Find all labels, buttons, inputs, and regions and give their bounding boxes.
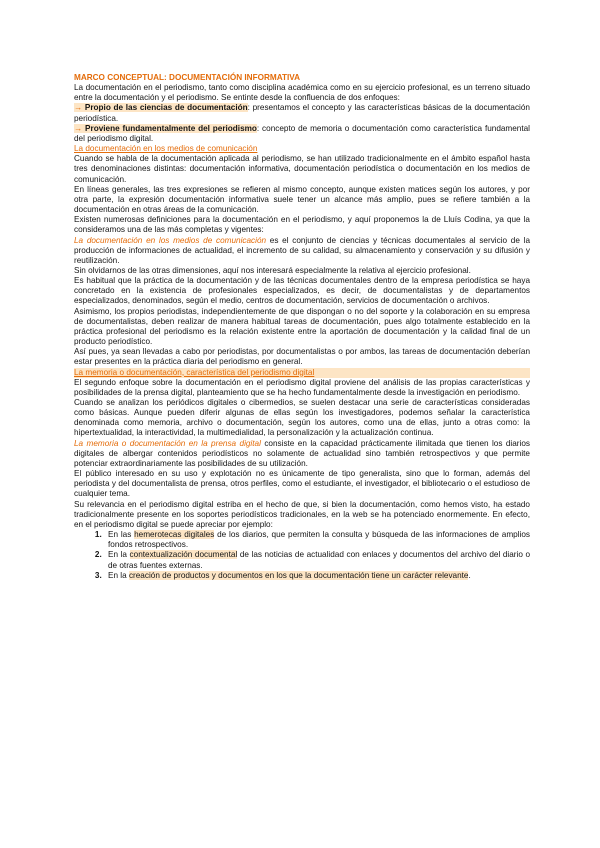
approach-journalism — [74, 124, 530, 144]
section-heading-memory: La memoria o documentación, característica del periodismo digital — [74, 368, 530, 378]
approach-documentation-text: : presentamos el concepto y las características básicas de la documentación periodística. — [74, 103, 530, 123]
list-item-highlight: hemerotecas digitales — [134, 530, 215, 540]
approach-documentation — [74, 103, 530, 123]
paragraph: Cuando se habla de la documentación aplicada al periodismo, se han utilizado tradicionalmente en el ámbito español hasta tres denominaciones distintas: documentación informativa, documentación periodística o documentación en los medios de comunicación. — [74, 154, 530, 184]
list-item — [104, 550, 530, 570]
examples-list — [74, 530, 530, 581]
list-item-lead: En la — [108, 550, 130, 560]
definition-term: La documentación en los medios de comunicación — [74, 235, 267, 245]
paragraph: Asimismo, los propios periodistas, independientemente de que dispongan o no del soporte y la colaboración en su empresa de documentalistas, deben realizar de manera habitual tareas de documentación, pues algo totalmente establecido en la práctica profesional del periodismo es la relación existente entre la aportación de documentación y la calidad final de un producto periodístico. — [74, 306, 530, 347]
definition-term: La memoria o documentación en la prensa digital — [74, 438, 261, 448]
paragraph: Cuando se analizan los periódicos digitales o cibermedios, se suelen destacar una serie de características consideradas como básicas. Aunque pueden diferir algunas de ellas según los investigadores, podemos señalar la característica denominada como memoria, archivo o documentación, según los autores, como una de ellas, junto a otras como: la hipertextualidad, la interactividad, la multimedialidad, la personalización y la actualización continua. — [74, 398, 530, 438]
paragraph: El segundo enfoque sobre la documentación en el periodismo digital proviene del análisis de las propias características y posibilidades de la prensa digital, planteamiento que se ha hecho fundamentalmente desde la investigación en periodismo. — [74, 377, 530, 397]
list-item — [104, 571, 530, 581]
paragraph: Sin olvidarnos de las otras dimensiones, aquí nos interesará especialmente la relativa al ejercicio profesional. — [74, 265, 471, 275]
list-item — [104, 530, 530, 550]
arrow-icon: → — [74, 123, 86, 133]
paragraph: Existen numerosas definiciones para la documentación en el periodismo, y aquí proponemos la de Lluís Codina, ya que la consideramos una de las más completas y vigentes: — [74, 215, 530, 235]
arrow-icon: → — [74, 103, 85, 113]
list-item-lead: En las — [108, 530, 135, 540]
definition-text: es el conjunto de ciencias y técnicas documentales al servicio de la producción de informaciones de actualidad, el incremento de su calidad, su almacenamiento y conservación y su difusión y reutilización. — [74, 235, 531, 265]
approach-journalism-label: Proviene fundamentalmente del periodismo — [85, 123, 257, 133]
intro-paragraph: La documentación en el periodismo, tanto como disciplina académica como en su ejercicio profesional, es un terreno situado entre la documentación y el periodismo. Se entinte desde la confluencia de dos enfoques: — [74, 83, 530, 103]
definition-paragraph — [74, 439, 530, 469]
list-item-text: . — [468, 570, 471, 580]
list-item-highlight: contextualización documental — [129, 550, 238, 560]
paragraph: El público interesado en su uso y explotación no es únicamente de tipo generalista, sino que lo forman, además del periodista y del documentalista de prensa, otros perfiles, como el estudiante, el investigador, el bibliotecario o el estudioso de cualquier tema. — [74, 469, 530, 499]
approach-journalism-text: : concepto de memoria o documentación como característica fundamental del periodismo digital. — [74, 123, 531, 143]
paragraph: Su relevancia en el periodismo digital estriba en el hecho de que, si bien la documentación, como hemos visto, ha estado tradicionalmente presente en los soportes periodísticos tradicionales, en la web se ha potenciado enormemente. En efecto, en el periodismo digital se puede apreciar por ejemplo: — [74, 499, 530, 529]
definition-paragraph — [74, 236, 530, 266]
document-title: MARCO CONCEPTUAL: DOCUMENTACIÓN INFORMATIVA — [74, 73, 301, 82]
paragraph: En líneas generales, las tres expresiones se refieren al mismo concepto, aunque existen matices según los autores, y por otra parte, la expresión documentación informativa suele tener un alcance más amplio, pues se refiere también a la documentación en otras áreas de la comunicación. — [74, 184, 530, 215]
section-heading-media: La documentación en los medios de comunicación — [74, 144, 258, 154]
approach-documentation-label: Propio de las ciencias de documentación — [84, 103, 248, 113]
list-item-lead: En la — [108, 570, 129, 580]
list-item-highlight: creación de productos y documentos en los que la documentación tiene un carácter relevante — [128, 570, 469, 580]
list-item-text: de las noticias de actualidad con enlaces y documentos del archivo del diario o de otras fuentes externas. — [108, 550, 531, 570]
paragraph: Así pues, ya sean llevadas a cabo por periodistas, por documentalistas o por ambos, las tareas de documentación deberían estar presentes en la práctica diaria del periodismo en general. — [74, 347, 530, 367]
paragraph: Es habitual que la práctica de la documentación y de las técnicas documentales dentro de la empresa periodística se haya concretado en la existencia de profesionales especializados, es decir, de documentalistas y de departamentos especializados, denominados, según el medio, centros de documentación, servicios de documentación o archivos. — [74, 276, 530, 306]
list-item-text: de los diarios, que permiten la consulta y búsqueda de las informaciones de amplios fondos retrospectivos. — [108, 530, 530, 550]
definition-text: consiste en la capacidad prácticamente ilimitada que tienen los diarios digitales de albergar contenidos periodísticos no solamente de actualidad sino también retrospectivos y que permite potenciar extraordinariamente las posibilidades de su utilización. — [74, 438, 530, 468]
